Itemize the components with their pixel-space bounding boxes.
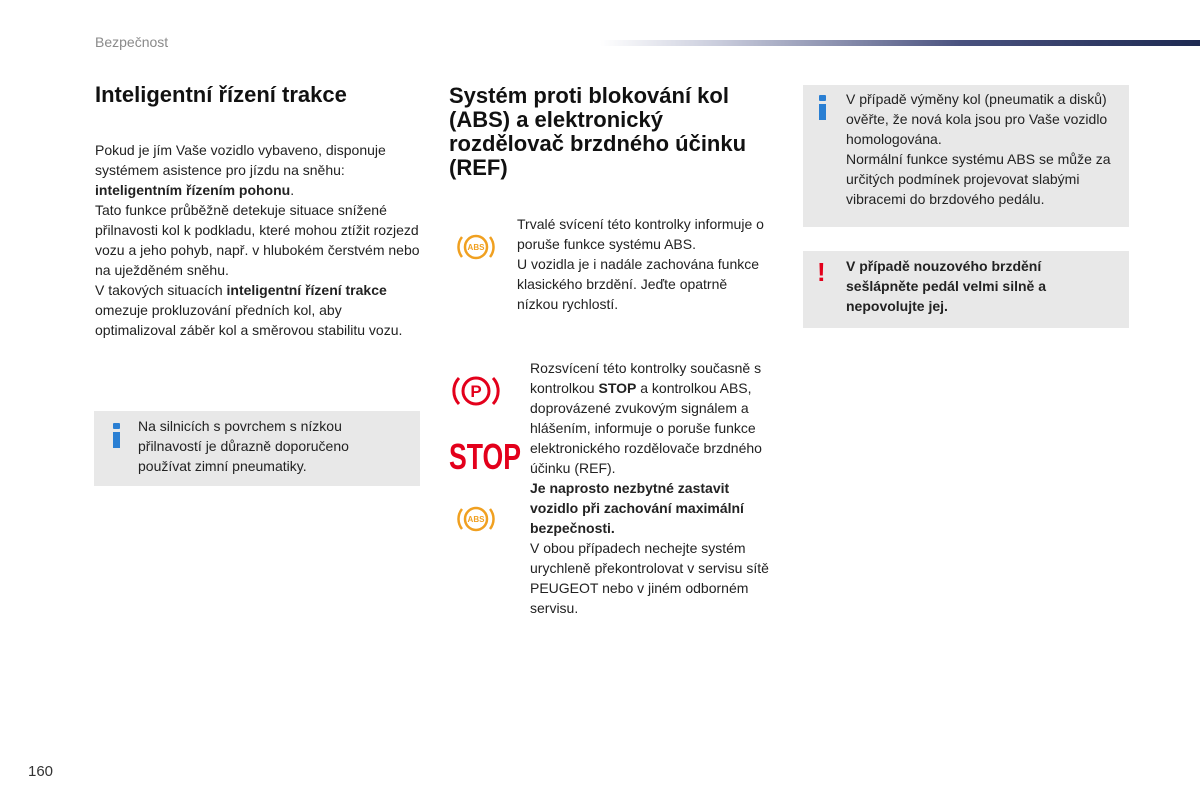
info-text-2: Normální funkce systému ABS se může za určitých podmínek projevovat slabými vibracemi do brzdového pedálu.	[846, 151, 1111, 207]
abs-fault-paragraph-2: U vozidla je i nadále zachována funkce klasického brzdění. Jeďte opatrně nízkou rychlostí.	[517, 256, 760, 312]
section-title-abs: Systém proti blokování kol (ABS) a elektronický rozdělovač brzdného účinku (REF)	[449, 83, 747, 180]
abs-icon-label: ABS	[467, 243, 485, 252]
brake-icon-label: P	[470, 382, 482, 401]
info-icon	[819, 95, 829, 120]
abs-warning-icon-2	[455, 502, 497, 536]
text-span: V takových situacích	[95, 282, 227, 298]
abs-icon-label-2: ABS	[467, 515, 485, 524]
info-box-winter-tyres	[94, 411, 420, 486]
traction-paragraph-1	[95, 140, 420, 200]
ref-fault-bold	[530, 478, 778, 538]
stop-icon-label: STOP	[449, 436, 521, 477]
info-text-1: V případě výměny kol (pneumatik a disků) ověřte, že nová kola jsou pro Vaše vozidlo homologována.	[846, 91, 1108, 147]
traction-paragraph-2: Tato funkce průběžně detekuje situace snížené přilnavosti kol k podkladu, které mohou ztížit rozjezd vozu a jeho pohyb, např. v hlubokém čerstvém nebo na uježděném sněhu.	[95, 202, 420, 278]
stop-warning-icon	[447, 435, 523, 475]
brake-warning-icon	[451, 370, 501, 412]
traction-description	[95, 140, 420, 340]
bold-span: inteligentním řízením pohonu	[95, 182, 291, 198]
page-number: 160	[28, 763, 54, 780]
warning-text: V případě nouzového brzdění sešlápněte pedál velmi silně a nepovolujte jej.	[846, 258, 1046, 314]
section-label: Bezpečnost	[95, 34, 169, 50]
text-span: a kontrolkou ABS, doprovázené zvukovým signálem a hlášením, informuje o poruše funkce elektronického rozdělovače brzdného účinku (REF).	[530, 380, 762, 476]
bold-span: STOP	[598, 380, 637, 396]
abs-warning-icon	[455, 230, 497, 264]
text-span: omezuje prokluzování předních kol, aby optimalizoval záběr kol a směrovou stabilitu vozu.	[95, 302, 403, 338]
header-decoration-bar	[600, 40, 1200, 46]
text-span: .	[290, 182, 295, 198]
abs-fault-paragraph-1: Trvalé svícení této kontrolky informuje o poruše funkce systému ABS.	[517, 216, 764, 252]
warning-box-emergency-braking	[803, 251, 1129, 328]
info-text: Na silnicích s povrchem s nízkou přilnavostí je důrazně doporučeno používat zimní pneumatiky.	[138, 418, 349, 474]
ref-fault-text	[530, 358, 778, 618]
info-icon	[113, 423, 123, 448]
warning-icon: !	[817, 257, 826, 287]
info-box-wheel-change	[803, 85, 1129, 227]
section-title-traction: Inteligentní řízení trakce	[95, 82, 347, 107]
text-span: Rozsvícení této kontrolky současně s kontrolkou	[530, 360, 762, 396]
traction-paragraph-3	[95, 280, 420, 340]
abs-fault-text	[517, 214, 767, 314]
info-text	[846, 89, 1124, 209]
bold-span: inteligentní řízení trakce	[226, 282, 387, 298]
ref-fault-service: V obou případech nechejte systém urychleně překontrolovat v servisu sítě PEUGEOT nebo v jiném odborném servisu.	[530, 540, 769, 616]
ref-fault-paragraph	[530, 358, 778, 478]
bold-span: Je naprosto nezbytné zastavit vozidlo při zachování maximální bezpečnosti.	[530, 480, 744, 536]
text-span: Pokud je jím Vaše vozidlo vybaveno, disponuje systémem asistence pro jízdu na sněhu:	[95, 142, 386, 178]
